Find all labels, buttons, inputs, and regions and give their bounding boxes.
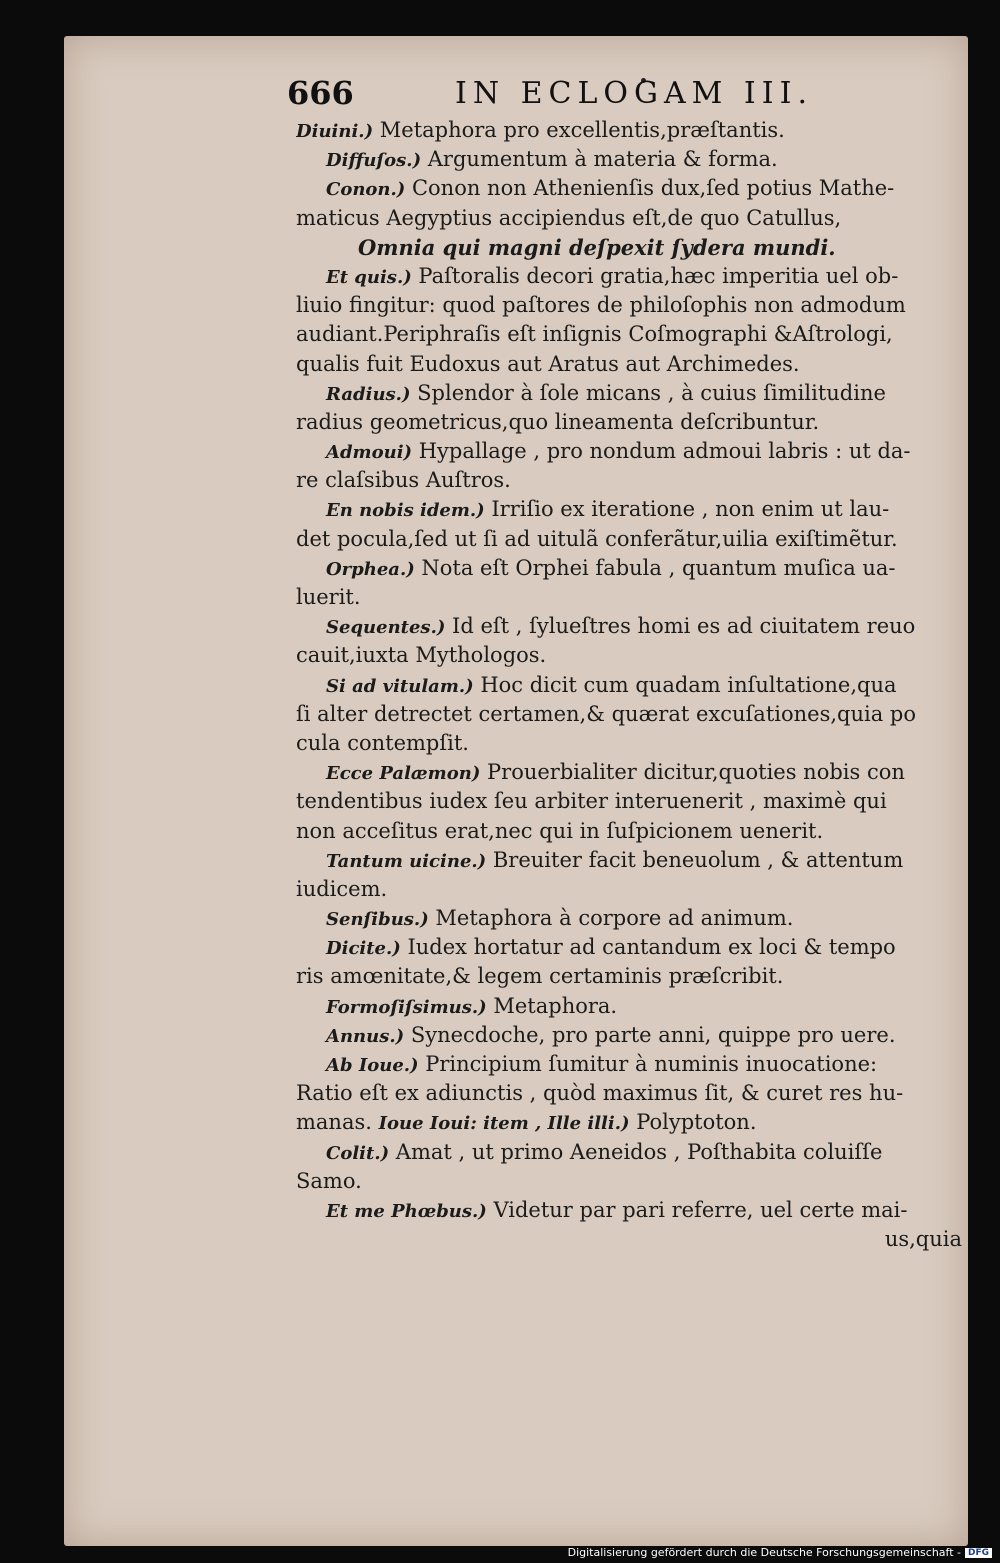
lemma: En nobis idem.) — [326, 500, 485, 522]
commentary-text: Irriſio ex iteratione , non enim ut lau- — [484, 497, 890, 522]
text-line — [296, 641, 962, 670]
commentary-text: Splendor à ſole micans , à cuius ſimilitudine — [410, 380, 886, 405]
commentary-text: ſi alter detrectet certamen,& quærat excuſationes,quia po — [296, 701, 916, 726]
text-line — [296, 262, 962, 291]
text-line — [296, 1225, 962, 1254]
verse-quote: Omnia qui magni deſpexit ſydera mundi. — [358, 234, 836, 260]
commentary-text: Hoc dicit cum quadam inſultatione,qua — [473, 672, 897, 697]
text-line — [296, 1079, 962, 1108]
text-line — [296, 379, 962, 408]
commentary-text: cauit,iuxta Mythologos. — [296, 643, 547, 668]
text-line — [296, 904, 962, 933]
commentary-text: Nota eſt Orphei fabula , quantum muſica ua- — [414, 555, 896, 580]
commentary-text: tendentibus iudex ſeu arbiter interuenerit , maximè qui — [296, 789, 887, 814]
text-line — [296, 350, 962, 379]
text-line — [296, 525, 962, 554]
text-line — [296, 933, 962, 962]
lemma: Sequentes.) — [326, 617, 446, 639]
commentary-text: Prouerbialiter dicitur,quoties nobis con — [480, 760, 905, 785]
commentary-text: non acceſitus erat,nec qui in ſuſpicionem uenerit. — [296, 818, 824, 843]
lemma: Si ad vitulam.) — [326, 675, 474, 697]
lemma: Colit.) — [326, 1142, 390, 1164]
footer-credit — [568, 1546, 992, 1559]
running-title: IN ECLOGAM III. — [455, 76, 813, 111]
commentary-text: Samo. — [296, 1168, 362, 1193]
commentary-text: Polyptoton. — [629, 1110, 757, 1135]
commentary-text: Synecdoche, pro parte anni, quippe pro uere. — [404, 1022, 896, 1047]
lemma: Orphea.) — [326, 558, 415, 580]
text-line — [296, 145, 962, 174]
commentary-text: manas. — [296, 1110, 379, 1135]
commentary-text: Metaphora à corpore ad animum. — [428, 906, 794, 931]
lemma: Ioue Ioui: item , Ille illi.) — [378, 1113, 630, 1135]
text-line — [296, 992, 962, 1021]
text-line — [296, 758, 962, 787]
commentary-text: liuio fingitur: quod paſtores de philoſophis non admodum — [296, 293, 906, 318]
text-line — [296, 437, 962, 466]
text-line — [296, 1138, 962, 1167]
text-line — [296, 1021, 962, 1050]
text-line — [296, 1167, 962, 1196]
text-line — [296, 495, 962, 524]
body-text — [296, 116, 962, 1254]
commentary-text: Ratio eſt ex adiunctis , quòd maximus ſit, & curet res hu- — [296, 1081, 904, 1106]
commentary-text: Id eſt , ſylueſtres homi es ad ciuitatem reuo — [445, 614, 916, 639]
lemma: Admoui) — [326, 442, 413, 464]
commentary-text: us,quia — [884, 1227, 962, 1252]
commentary-text: luerit. — [296, 585, 361, 609]
commentary-text: Iudex hortatur ad cantandum ex loci & tempo — [400, 935, 896, 960]
commentary-text: Videtur par pari referre, uel certe mai- — [486, 1197, 908, 1222]
text-line — [296, 875, 962, 904]
lemma: Ecce Palæmon) — [326, 763, 481, 785]
dfg-logo: DFG — [965, 1548, 992, 1558]
lemma: Et me Phœbus.) — [326, 1200, 487, 1222]
page-header — [287, 74, 947, 114]
commentary-text: radius geometricus,quo lineamenta deſcribuntur. — [296, 409, 820, 434]
page-number: 666 — [287, 74, 354, 112]
lemma: Tantum uicine.) — [326, 850, 487, 872]
commentary-text: Metaphora pro excellentis,præſtantis. — [373, 118, 785, 142]
lemma: Formoſiſsimus.) — [326, 996, 487, 1018]
text-line — [296, 291, 962, 320]
commentary-text: cula contempſit. — [296, 730, 469, 755]
text-line — [296, 408, 962, 437]
text-line — [296, 1196, 962, 1225]
text-line — [296, 787, 962, 816]
text-line — [296, 583, 962, 612]
commentary-text: det pocula,ſed ut ſi ad uitulã conferãtur,uilia exiſtimẽtur. — [296, 526, 898, 551]
commentary-text: Metaphora. — [486, 993, 618, 1018]
lemma: Dicite.) — [326, 938, 401, 960]
text-line — [296, 1050, 962, 1079]
commentary-text: Paſtoralis decori gratia,hæc imperitia uel ob- — [411, 263, 899, 288]
footer-credit-text: Digitalisierung gefördert durch die Deutsche Forschungsgemeinschaft - — [567, 1546, 961, 1559]
text-line — [296, 116, 962, 145]
text-line — [296, 466, 962, 495]
lemma: Ab Ioue.) — [326, 1055, 419, 1076]
text-line — [296, 320, 962, 349]
text-line — [296, 1108, 962, 1137]
text-line — [296, 729, 962, 758]
commentary-text: Hypallage , pro nondum admoui labris : ut da- — [412, 439, 911, 464]
commentary-text: maticus Aegyptius accipiendus eſt,de quo Catullus, — [296, 205, 842, 230]
commentary-text: Principium ſumitur à numinis inuocatione: — [418, 1052, 878, 1076]
lemma: Annus.) — [326, 1025, 405, 1047]
text-line — [296, 671, 962, 700]
commentary-text: Amat , ut primo Aeneidos , Poſthabita coluiſſe — [389, 1139, 883, 1164]
lemma: Diuini.) — [296, 121, 374, 142]
commentary-text: qualis fuit Eudoxus aut Aratus aut Archimedes. — [296, 351, 800, 376]
lemma: Senſibus.) — [326, 909, 429, 931]
text-line — [296, 174, 962, 203]
commentary-text: Conon non Athenienſis dux,ſed potius Mathe- — [405, 176, 895, 201]
text-line — [296, 612, 962, 641]
text-line — [296, 846, 962, 875]
lemma: Diffuſos.) — [326, 150, 422, 172]
commentary-text: iudicem. — [296, 876, 388, 901]
text-line — [296, 700, 962, 729]
commentary-text: Breuiter facit beneuolum , & attentum — [486, 847, 904, 872]
commentary-text: re claſsibus Auſtros. — [296, 468, 511, 493]
commentary-text: audiant.Periphraſis eſt inſignis Coſmographi &Aſtrologi, — [296, 322, 893, 347]
commentary-text: ris amœnitate,& legem certaminis præſcribit. — [296, 964, 784, 989]
lemma: Et quis.) — [326, 266, 412, 288]
text-line — [296, 962, 962, 991]
commentary-text: Argumentum à materia & forma. — [421, 147, 778, 172]
text-line — [296, 204, 962, 233]
lemma: Conon.) — [326, 179, 406, 201]
lemma: Radius.) — [326, 383, 411, 405]
text-line — [296, 817, 962, 846]
text-line — [296, 554, 962, 583]
text-line — [296, 233, 962, 262]
